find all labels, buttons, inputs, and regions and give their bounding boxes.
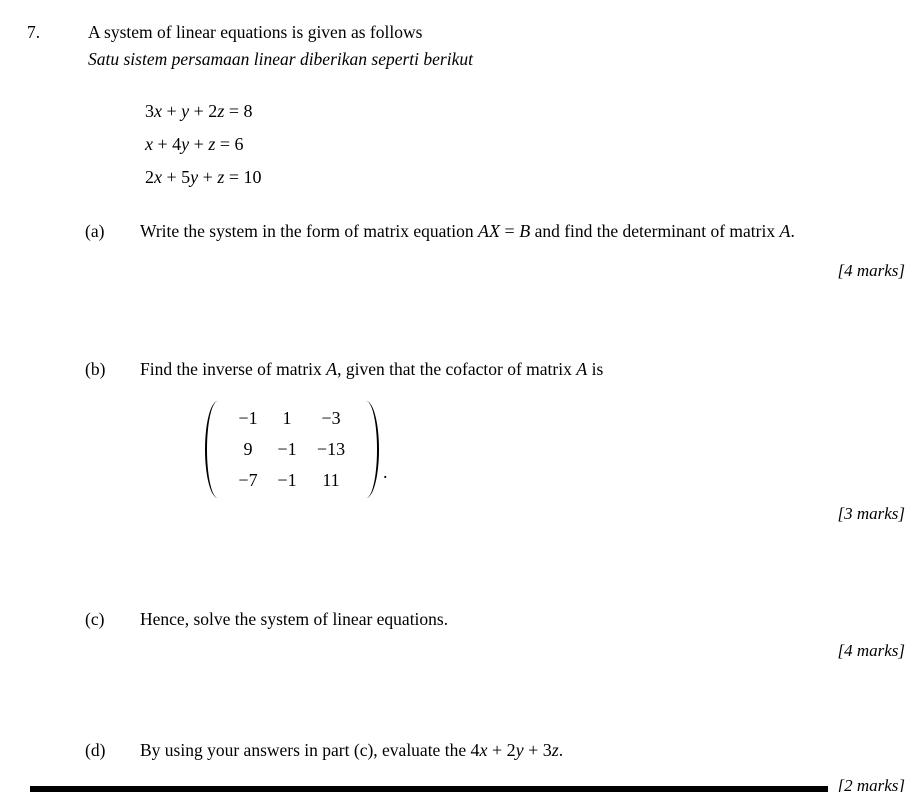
text-run: , given that the cofactor of matrix <box>337 359 577 379</box>
part-a-marks: [4 marks] <box>837 261 905 280</box>
part-a-text <box>140 218 795 244</box>
matrix-cell: −13 <box>316 439 346 459</box>
part-c-label: (c) <box>85 609 105 629</box>
inline-math: A <box>326 359 338 379</box>
matrix-cell: −3 <box>321 408 341 428</box>
part-d-marks: [2 marks] <box>837 776 905 792</box>
cofactor-matrix <box>205 401 388 498</box>
matrix-cell: −1 <box>277 470 297 490</box>
matrix-cell: 1 <box>282 408 292 428</box>
text-run: Hence, solve the system of linear equations. <box>140 609 449 629</box>
inline-math: AX = B <box>478 221 531 241</box>
text-run: and find the determinant of matrix <box>530 221 780 241</box>
part-b <box>85 356 913 382</box>
matrix-cell: 9 <box>243 439 253 459</box>
question-intro-malay: Satu sistem persamaan linear diberikan seperti berikut <box>88 49 473 69</box>
part-b-text <box>140 356 603 382</box>
equation-line: 2x + 5y + z = 10 <box>145 167 262 187</box>
part-d <box>85 737 913 763</box>
equation-line: x + 4y + z = 6 <box>145 134 244 154</box>
part-c-text <box>140 606 448 632</box>
part-c <box>85 606 913 632</box>
text-run: . <box>790 221 795 241</box>
part-b-marks: [3 marks] <box>837 504 905 523</box>
inline-math: 4x + 2y + 3z <box>470 740 559 760</box>
matrix-cell: −1 <box>238 408 258 428</box>
equations-block <box>145 95 261 194</box>
part-b-label: (b) <box>85 359 106 379</box>
question-number: 7. <box>27 22 41 42</box>
matrix-cell: −1 <box>277 439 297 459</box>
inline-math: A <box>779 221 791 241</box>
text-run: Find the inverse of matrix <box>140 359 327 379</box>
matrix-body <box>220 401 364 498</box>
matrix-row <box>229 434 355 465</box>
equation-line: 3x + y + 2z = 8 <box>145 101 253 121</box>
part-a-label: (a) <box>85 221 105 241</box>
inline-math: A <box>576 359 588 379</box>
scan-artifact-bar <box>30 786 828 792</box>
matrix-row <box>229 403 355 434</box>
matrix-cell: 11 <box>322 470 340 490</box>
text-run: By using your answers in part (c), evaluate the <box>140 740 471 760</box>
part-a <box>85 218 913 244</box>
matrix-right-paren <box>364 401 379 498</box>
text-run: is <box>587 359 604 379</box>
part-d-text <box>140 737 563 763</box>
matrix-row <box>229 465 355 496</box>
part-d-label: (d) <box>85 740 106 760</box>
matrix-period: . <box>383 462 388 482</box>
part-c-marks: [4 marks] <box>837 641 905 660</box>
matrix-left-paren <box>205 401 220 498</box>
matrix-cell: −7 <box>238 470 258 490</box>
text-run: Write the system in the form of matrix equation <box>140 221 479 241</box>
text-run: . <box>558 740 564 760</box>
question-intro-english: A system of linear equations is given as follows <box>88 22 423 42</box>
